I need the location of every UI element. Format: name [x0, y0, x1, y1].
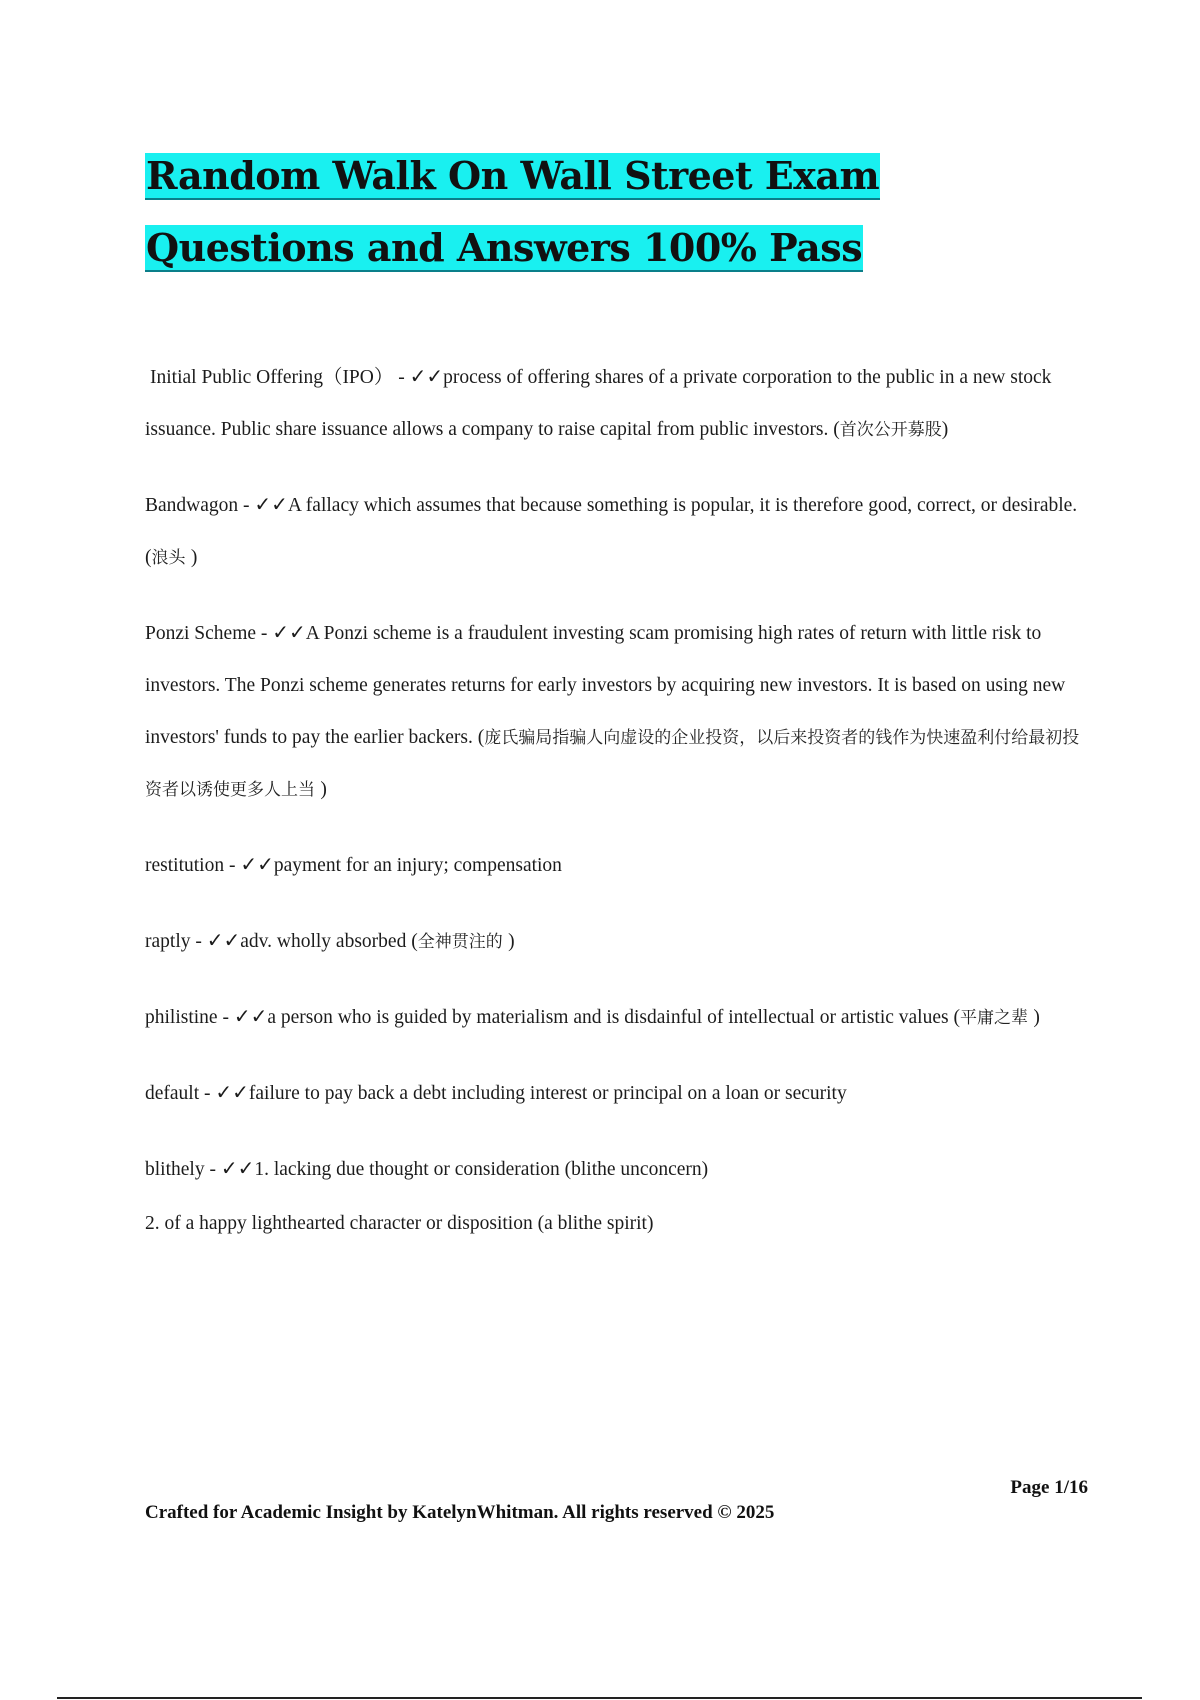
page-number: Page 1/16 [1010, 1477, 1088, 1498]
qa-term: Initial Public Offering（IPO） - [150, 367, 410, 388]
qa-entry-blithely [145, 1142, 1090, 1196]
qa-term: blithely - [145, 1159, 221, 1180]
qa-tail: ) [1033, 1007, 1040, 1028]
qa-tail: ) [941, 419, 949, 440]
qa-term: Ponzi Scheme - [145, 623, 273, 644]
qa-term: default - [145, 1083, 216, 1104]
qa-term: philistine - [145, 1007, 234, 1028]
qa-entry-blithely-second-sense: 2. of a happy lighthearted character or disposition (a blithe spirit) [145, 1213, 654, 1234]
qa-entry-ipo [145, 350, 1090, 456]
qa-term: restitution - [145, 855, 241, 876]
check-icon: ✓✓ [233, 1004, 268, 1028]
qa-entry-default [145, 1066, 1090, 1120]
qa-definition: A fallacy which assumes that because something is popular, it is therefore good, correct, or desirable. ( [145, 495, 1078, 568]
qa-definition: a person who is guided by materialism and is disdainful of intellectual or artistic values ( [267, 1007, 960, 1028]
qa-entry-philistine [145, 990, 1090, 1044]
check-icon: ✓✓ [220, 1156, 255, 1180]
check-icon: ✓✓ [240, 852, 274, 876]
qa-definition: process of offering shares of a private corporation to the public in a new stock issuance. Public share issuance allows a company to raise capital from public investors. ( [145, 367, 1052, 440]
qa-tail: ) [508, 931, 515, 952]
document-title-text: Random Walk On Wall Street Exam Questions and Answers 100% Pass [146, 153, 880, 270]
qa-entry-raptly [145, 914, 1090, 968]
qa-definition: failure to pay back a debt including interest or principal on a loan or security [248, 1083, 847, 1104]
qa-chinese-gloss: 庞氏骗局指骗人向虚设的企业投资，以后来投资者的钱作为快速盈利付给最初投资者以诱使更多人上当 [145, 728, 1080, 800]
footer-copyright: Crafted for Academic Insight by KatelynWhitman. All rights reserved © 2025 [145, 1502, 775, 1523]
qa-entry-ponzi-scheme [145, 606, 1090, 816]
qa-definition: adv. wholly absorbed ( [240, 931, 418, 952]
document-title [145, 140, 1095, 284]
qa-chinese-gloss: 首次公开募股 [839, 420, 942, 440]
qa-chinese-gloss: 平庸之辈 [959, 1008, 1034, 1028]
qa-definition: A Ponzi scheme is a fraudulent investing scam promising high rates of return with little risk to investors. The Ponzi scheme generates returns for early investors by acquiring new investors. It is based on using new investors' funds to pay the earlier backers. ( [145, 623, 1066, 748]
qa-definition: payment for an injury; compensation [273, 855, 562, 876]
qa-definition: 1. lacking due thought or consideration (blithe unconcern) [254, 1159, 709, 1180]
check-icon: ✓✓ [272, 620, 306, 644]
qa-tail: ) [320, 779, 327, 800]
qa-term: raptly - [145, 931, 207, 952]
qa-chinese-gloss: 浪头 [151, 548, 191, 568]
page-bottom-divider [57, 1697, 1142, 1699]
qa-entry-bandwagon [145, 478, 1090, 584]
qa-list [145, 350, 1090, 1250]
check-icon: ✓✓ [409, 364, 444, 388]
check-icon: ✓✓ [206, 928, 241, 952]
qa-term: Bandwagon - [145, 495, 255, 516]
qa-chinese-gloss: 全神贯注的 [417, 932, 509, 952]
check-icon: ✓✓ [254, 492, 288, 516]
qa-tail: ) [190, 547, 198, 568]
check-icon: ✓✓ [215, 1080, 249, 1104]
qa-entry-restitution [145, 838, 1090, 892]
